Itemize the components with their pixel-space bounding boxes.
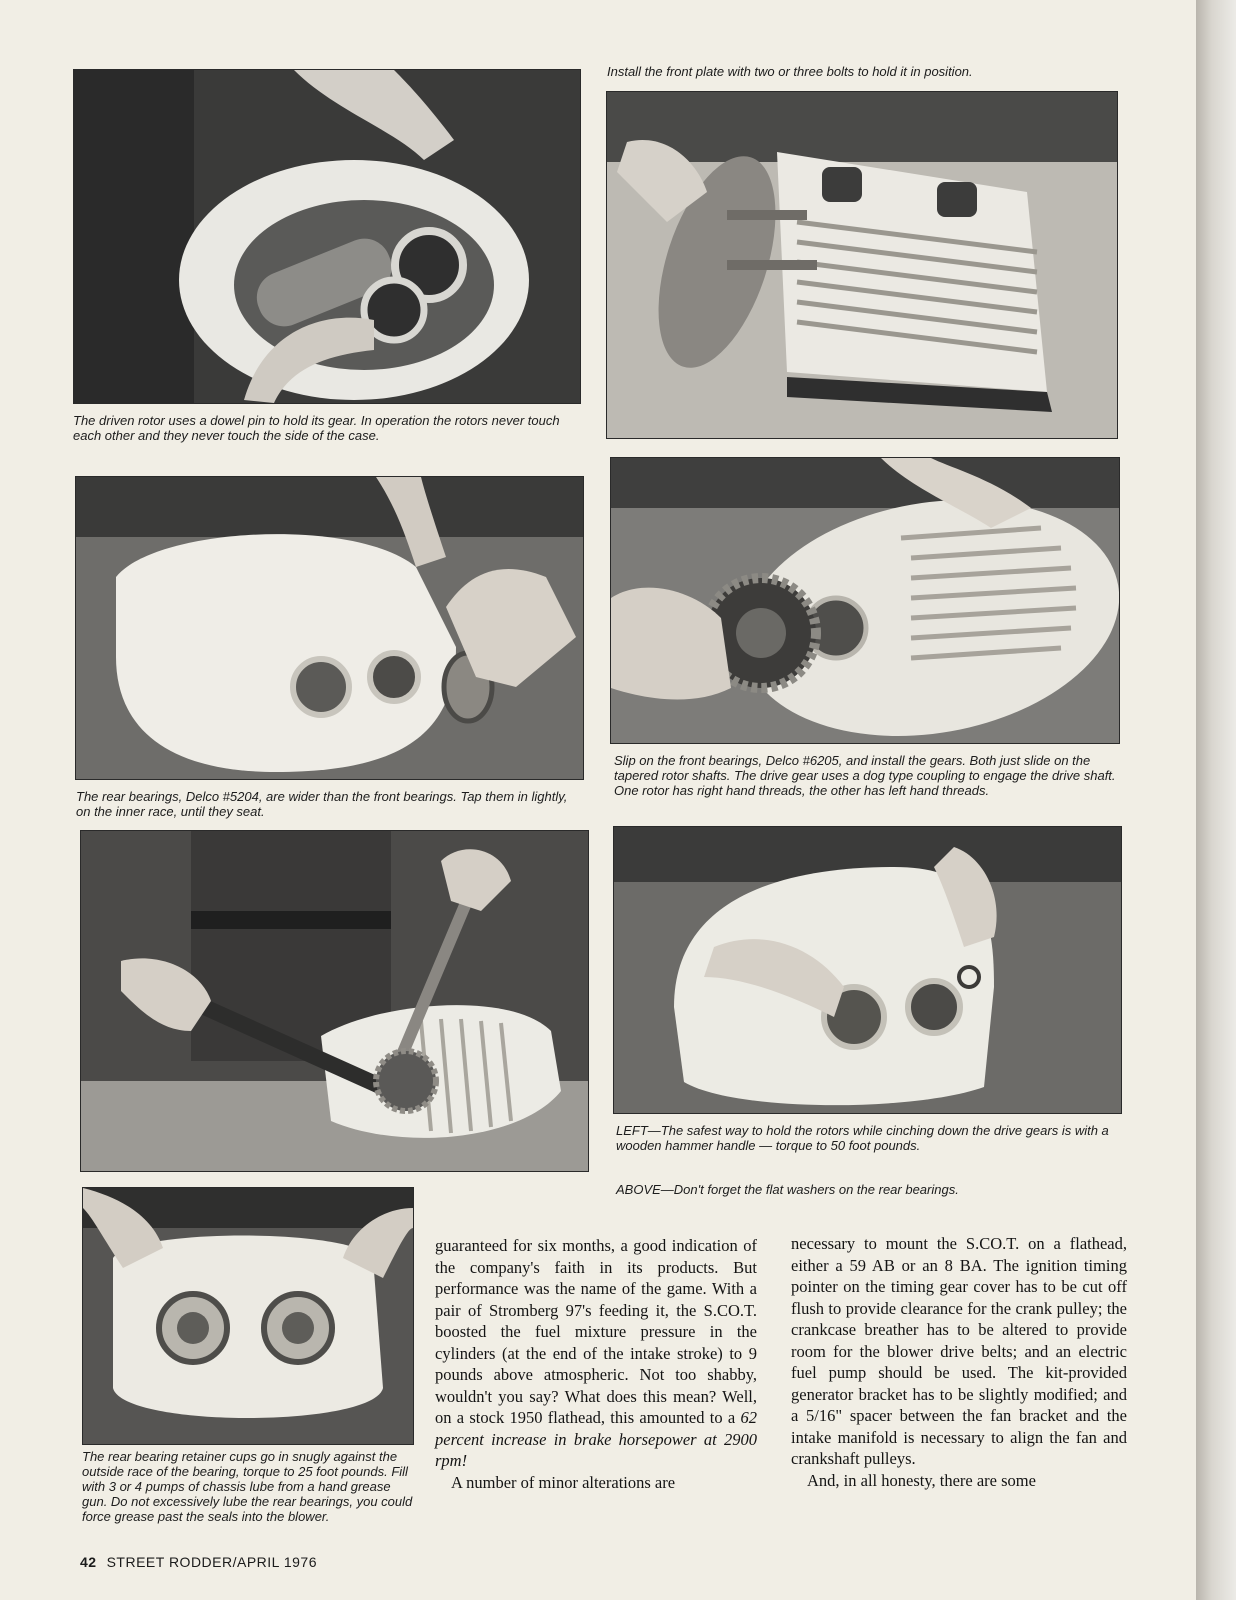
caption-front-plate: Install the front plate with two or three bolts to hold it in position.: [607, 64, 973, 79]
caption-retainer-cups: The rear bearing retainer cups go in snugly against the outside race of the bearing, torque to 25 foot pounds. Fill with 3 or 4 pumps of chassis lube from a hand grease gun. Do not excessively lube the rear bearings, you could force grease past the seals into the blower.: [82, 1449, 413, 1524]
binding-gutter: [1196, 0, 1236, 1600]
body-col1-italic: 62 percent increase in brake horsepower at 2900 rpm!: [435, 1408, 757, 1470]
rear-bearings-illustration: [76, 477, 583, 779]
body-col1-text: guaranteed for six months, a good indication of the company's faith in its products. But performance was the name of the game. With a pair of Stromberg 97's feeding it, the S.CO.T. boosted the fuel mixture pressure in the cylinders (at the end of the intake stroke) to 9 pounds above atmospheric. Not too shabby, wouldn't you say? What does this mean? Well, on a stock 1950 flathead, this amounted to a: [435, 1236, 757, 1427]
body-col2-text: necessary to mount the S.CO.T. on a flathead, either a 59 AB or an 8 BA. The ignition timing pointer on the timing gear cover has to be cut off flush to provide clearance for the crank pulley; the crankcase breather has to be altered to provide room for the blower drive belts; and an electric fuel pump should be used. The kit-provided generator bracket has to be slightly modified; and a 5/16" spacer between the fan bracket and the intake manifold is necessary to align the fan and crankshaft pulleys.: [791, 1234, 1127, 1468]
caption-driven-rotor: The driven rotor uses a dowel pin to hold its gear. In operation the rotors never touch each other and they never touch the side of the case.: [73, 413, 560, 443]
page-number: 42: [80, 1554, 97, 1570]
caption-left-hammer: LEFT—The safest way to hold the rotors while cinching down the drive gears is with a wooden hammer handle — torque to 50 foot pounds.: [616, 1123, 1109, 1153]
body-col2-para2: And, in all honesty, there are some: [807, 1470, 1036, 1490]
blower-rotor-illustration: [74, 70, 580, 403]
photo-rear-bearings: [75, 476, 584, 780]
caption-rear-bearings: The rear bearings, Delco #5204, are wider than the front bearings. Tap them in lightly, on the inner race, until they seat.: [76, 789, 568, 819]
caption-above-washers: ABOVE—Don't forget the flat washers on the rear bearings.: [616, 1182, 959, 1197]
gears-illustration: [611, 458, 1119, 743]
front-plate-illustration: [607, 92, 1117, 438]
photo-front-bearings-gears: [610, 457, 1120, 744]
page-folio: [80, 1554, 317, 1570]
photo-driven-rotor: [73, 69, 581, 404]
retainer-cups-illustration: [83, 1188, 413, 1444]
body-col1-para2: A number of minor alterations are: [451, 1472, 676, 1492]
photo-front-plate: [606, 91, 1118, 439]
flat-washers-illustration: [614, 827, 1121, 1113]
body-column-2: [791, 1233, 1127, 1491]
caption-front-bearings: Slip on the front bearings, Delco #6205, and install the gears. Both just slide on the tapered rotor shafts. The drive gear uses a dog type coupling to engage the drive shaft. One rotor has right hand threads, the other has left hand threads.: [614, 753, 1116, 798]
photo-hammer-handle: [80, 830, 589, 1172]
wrench-illustration: [81, 831, 588, 1171]
photo-retainer-cups: [82, 1187, 414, 1445]
publication-line: STREET RODDER/APRIL 1976: [106, 1554, 317, 1570]
photo-flat-washers: [613, 826, 1122, 1114]
body-column-1: [435, 1235, 757, 1493]
